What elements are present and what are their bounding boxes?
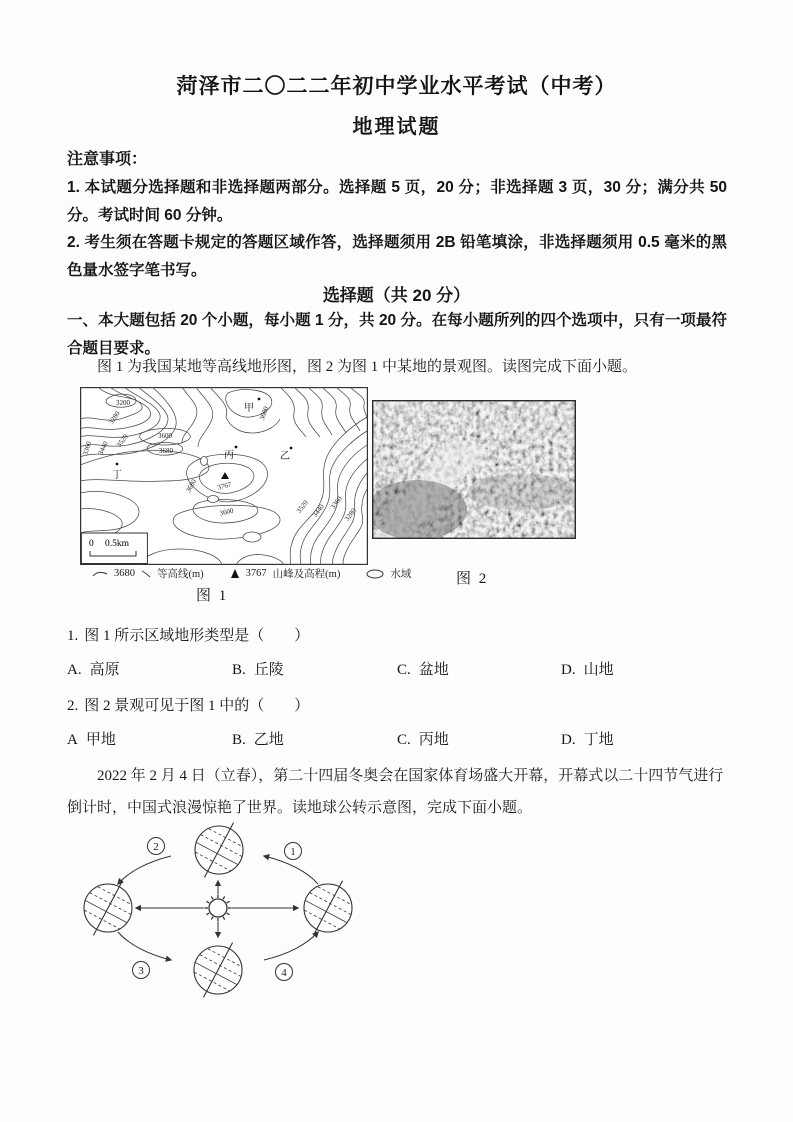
- scale-bar: [81, 533, 147, 564]
- contour-label-3360-b: 3360: [328, 494, 344, 511]
- option-1-a: A. 高原: [67, 662, 120, 678]
- notice-item-1: 1. 本试题分选择题和非选择题两部分。选择题 5 页，20 分；非选择题 3 页，30 分；满分共 50 分。考试时间 60 分钟。: [67, 179, 727, 224]
- contour-label-3440: 3440: [96, 440, 110, 457]
- question-1: [67, 626, 309, 646]
- contour-label-3600: 3600: [158, 432, 172, 440]
- option-2-c: C. 丙地: [397, 732, 449, 748]
- figure1-legend: [92, 566, 411, 581]
- contour-label-3520: 3520: [114, 432, 130, 449]
- scale-zero-label: 0: [89, 539, 94, 549]
- earth-position-right: [301, 881, 355, 936]
- peak-icon: [230, 569, 240, 579]
- contour-label-3280: 3280: [107, 409, 122, 426]
- position-number-1: 1: [290, 846, 296, 858]
- orbit-arc-2: [118, 856, 171, 884]
- landscape-photo: [372, 400, 576, 539]
- point-ding-label: 丁: [112, 470, 122, 481]
- option-1-c: C. 盆地: [397, 662, 449, 678]
- earth-position-bottom: [191, 943, 245, 998]
- contour-label-3680-b: 3680: [257, 405, 271, 422]
- question-2-stem: 图 2 景观可见于图 1 中的（ ）: [84, 698, 310, 714]
- position-number-2: 2: [153, 841, 159, 853]
- legend-peak-value: 3767: [245, 568, 267, 579]
- legend-contour-value: 3680: [114, 568, 135, 579]
- earth-position-top: [192, 823, 246, 878]
- point-bing-dot: [235, 446, 238, 449]
- exam-subtitle: 地理试题: [352, 116, 441, 138]
- scale-distance-label: 0.5km: [105, 539, 130, 549]
- contour-label-3680: 3680: [159, 447, 173, 455]
- orbit-arc-1: [264, 856, 318, 884]
- legend-water-label: 水域: [390, 569, 412, 580]
- point-yi-label: 乙: [280, 451, 290, 462]
- question-1-options: [67, 658, 747, 678]
- point-bing-label: 丙: [224, 450, 234, 461]
- orbit-arc-3: [118, 932, 171, 960]
- contour-label-3440-b: 3440: [310, 502, 326, 519]
- option-2-a: A 甲地: [67, 732, 116, 748]
- contour-line-icon: [92, 570, 108, 578]
- option-1-d: D. 山地: [561, 662, 614, 678]
- legend-peak-label: 山峰及高程(m): [272, 569, 341, 580]
- contour-label-3360: 3360: [81, 440, 94, 457]
- earth-position-left: [81, 881, 135, 936]
- contour-label-3520-b: 3520: [294, 498, 310, 515]
- sun-icon: [205, 895, 232, 922]
- position-number-4: 4: [281, 967, 287, 979]
- question-1-stem: 图 1 所示区域地形类型是（ ）: [84, 628, 310, 644]
- passage-contour-intro: 图 1 为我国某地等高线地形图，图 2 为图 1 中某地的景观图。读图完成下面小题。: [97, 359, 638, 375]
- point-jia-dot: [258, 398, 261, 401]
- notice-item-2: 2. 考生须在答题卡规定的答题区域作答，选择题须用 2B 铅笔填涂，非选择题须用 0.5 毫米的黑色量水签字笔书写。: [67, 234, 727, 279]
- question-2-options: [67, 728, 747, 748]
- contour-label-3280-b: 3280: [342, 506, 358, 523]
- legend-contour-label: 等高线(m): [157, 569, 204, 580]
- figure2-caption: 图 2: [456, 571, 489, 587]
- section-header: 选择题（共 20 分）: [322, 286, 471, 305]
- contour-label-3200: 3200: [116, 399, 130, 407]
- photo-mid-ridge: [467, 474, 576, 510]
- exam-title: 菏泽市二〇二二年初中学业水平考试（中考）: [176, 75, 617, 98]
- option-2-b: B. 乙地: [232, 732, 284, 748]
- orbit-arc-4: [264, 932, 318, 960]
- option-2-d: D. 丁地: [561, 732, 614, 748]
- position-number-3: 3: [138, 965, 144, 977]
- contour-map-figure: [80, 387, 368, 565]
- notice-heading: 注意事项：: [67, 151, 148, 168]
- point-yi-dot: [290, 447, 293, 450]
- section-instruction: 一、本大题包括 20 个小题，每小题 1 分，共 20 分。在每小题所列的四个选项中，只有一项最符合题目要求。: [67, 312, 727, 357]
- option-1-b: B. 丘陵: [232, 662, 284, 678]
- contour-label-3680-c: 3680: [184, 477, 199, 495]
- question-2: [67, 696, 309, 716]
- point-jia-label: 甲: [244, 403, 254, 414]
- water-icon: [366, 569, 384, 579]
- contour-label-3600-b: 3600: [218, 506, 235, 518]
- figure1-caption: 图 1: [196, 588, 229, 604]
- passage-olympics-intro: 2022 年 2 月 4 日（立春），第二十四届冬奥会在国家体育场盛大开幕，开幕式以二十四节气进行倒计时，中国式浪漫惊艳了世界。读地球公转示意图，完成下面小题。: [67, 768, 724, 816]
- earth-revolution-diagram: [66, 820, 381, 1015]
- question-1-number: 1.: [67, 628, 79, 644]
- question-2-number: 2.: [67, 698, 79, 714]
- peak-elevation-label: 3767: [216, 480, 233, 492]
- point-ding-dot: [116, 463, 119, 466]
- notice-block: [67, 146, 727, 284]
- contour-tick-icon: [141, 570, 151, 578]
